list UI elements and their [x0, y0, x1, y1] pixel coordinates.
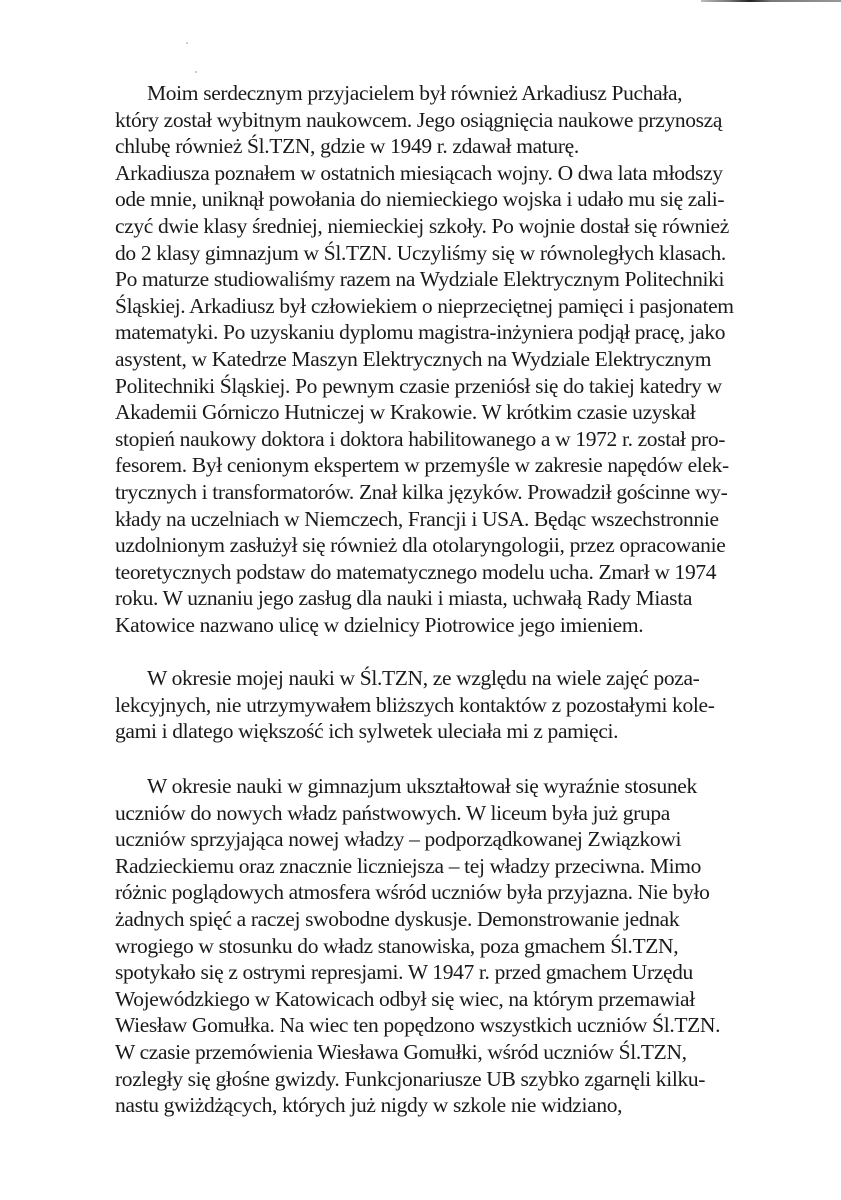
text-line: Wojewódzkiego w Katowicach odbył się wiec, na którym przemawiał	[115, 986, 695, 1011]
text-line: Po maturze studiowaliśmy razem na Wydziale Elektrycznym Politechniki	[115, 267, 725, 292]
text-line: matematyki. Po uzyskaniu dyplomu magistra-inżyniera podjął pracę, jako	[115, 320, 726, 345]
text-line: Radzieckiemu oraz znacznie liczniejsza – tej władzy przeciwna. Mimo	[115, 853, 702, 878]
text-line: nastu gwiżdżących, których już nigdy w szkole nie widziano,	[115, 1093, 623, 1118]
text-line: roku. W uznaniu jego zasług dla nauki i miasta, uchwałą Rady Miasta	[115, 586, 693, 611]
scan-speck	[186, 42, 188, 44]
text-line: uczniów sprzyjająca nowej władzy – podporządkowanej Związkowi	[115, 827, 682, 852]
text-line: Śląskiej. Arkadiusz był człowiekiem o nieprzeciętnej pamięci i pasjonatem	[115, 293, 734, 318]
text-line: teoretycznych podstaw do matematycznego modelu ucha. Zmarł w 1974	[115, 559, 717, 584]
text-line: rozległy się głośne gwizdy. Funkcjonariusze UB szybko zgarnęli kilku-	[115, 1066, 706, 1091]
text-line: fesorem. Był cenionym ekspertem w przemyśle w zakresie napędów elek-	[115, 453, 729, 478]
paragraph-school-contacts	[115, 665, 795, 745]
paragraph-political-attitudes	[115, 773, 795, 1119]
text-line: ode mnie, uniknął powołania do niemieckiego wojska i udało mu się zali-	[115, 187, 725, 212]
text-line: kłady na uczelniach w Niemczech, Francji i USA. Będąc wszechstronnie	[115, 506, 719, 531]
text-line: gami i dlatego większość ich sylwetek uleciała mi z pamięci.	[115, 719, 619, 744]
text-line: stopień naukowy doktora i doktora habilitowanego a w 1972 r. został pro-	[115, 426, 726, 451]
text-line: wrogiego w stosunku do władz stanowiska, poza gmachem Śl.TZN,	[115, 933, 679, 958]
scan-edge-line	[701, 0, 841, 2]
text-line: czyć dwie klasy średniej, niemieckiej szkoły. Po wojnie dostał się również	[115, 213, 729, 238]
text-line: W okresie nauki w gimnazjum ukształtował się wyraźnie stosunek	[147, 774, 697, 798]
text-line: spotykało się z ostrymi represjami. W 1947 r. przed gmachem Urzędu	[115, 960, 693, 985]
text-line: uczniów do nowych władz państwowych. W liceum była już grupa	[115, 800, 670, 825]
text-line: do 2 klasy gimnazjum w Śl.TZN. Uczyliśmy się w równoległych klasach.	[115, 240, 726, 265]
text-line: żadnych spięć a raczej swobodne dyskusje. Demonstrowanie jednak	[115, 906, 680, 931]
paragraph-puchala	[115, 80, 795, 638]
text-line: Arkadiusza poznałem w ostatnich miesiącach wojny. O dwa lata młodszy	[115, 160, 723, 185]
scan-speck	[195, 71, 197, 73]
text-line: Moim serdecznym przyjacielem był również Arkadiusz Puchała,	[147, 81, 683, 105]
text-line: który został wybitnym naukowcem. Jego osiągnięcia naukowe przynoszą	[115, 107, 723, 132]
text-line: asystent, w Katedrze Maszyn Elektrycznych na Wydziale Elektrycznym	[115, 346, 712, 371]
text-line: W okresie mojej nauki w Śl.TZN, ze względu na wiele zajęć poza-	[147, 666, 700, 690]
text-line: Akademii Górniczo Hutniczej w Krakowie. W krótkim czasie uzyskał	[115, 400, 696, 425]
text-line: W czasie przemówienia Wiesława Gomułki, wśród uczniów Śl.TZN,	[115, 1039, 687, 1064]
text-line: chlubę również Śl.TZN, gdzie w 1949 r. zdawał maturę.	[115, 134, 579, 159]
text-line: lekcyjnych, nie utrzymywałem bliższych kontaktów z pozostałymi kole-	[115, 692, 715, 717]
text-line: Politechniki Śląskiej. Po pewnym czasie przeniósł się do takiej katedry w	[115, 373, 722, 398]
text-line: trycznych i transformatorów. Znał kilka języków. Prowadził gościnne wy-	[115, 479, 728, 504]
text-line: Katowice nazwano ulicę w dzielnicy Piotrowice jego imieniem.	[115, 612, 644, 637]
text-line: uzdolnionym zasłużył się również dla otolaryngologii, przez opracowanie	[115, 533, 726, 558]
text-line: różnic poglądowych atmosfera wśród uczniów była przyjazna. Nie było	[115, 880, 710, 905]
text-line: Wiesław Gomułka. Na wiec ten popędzono wszystkich uczniów Śl.TZN.	[115, 1013, 721, 1038]
